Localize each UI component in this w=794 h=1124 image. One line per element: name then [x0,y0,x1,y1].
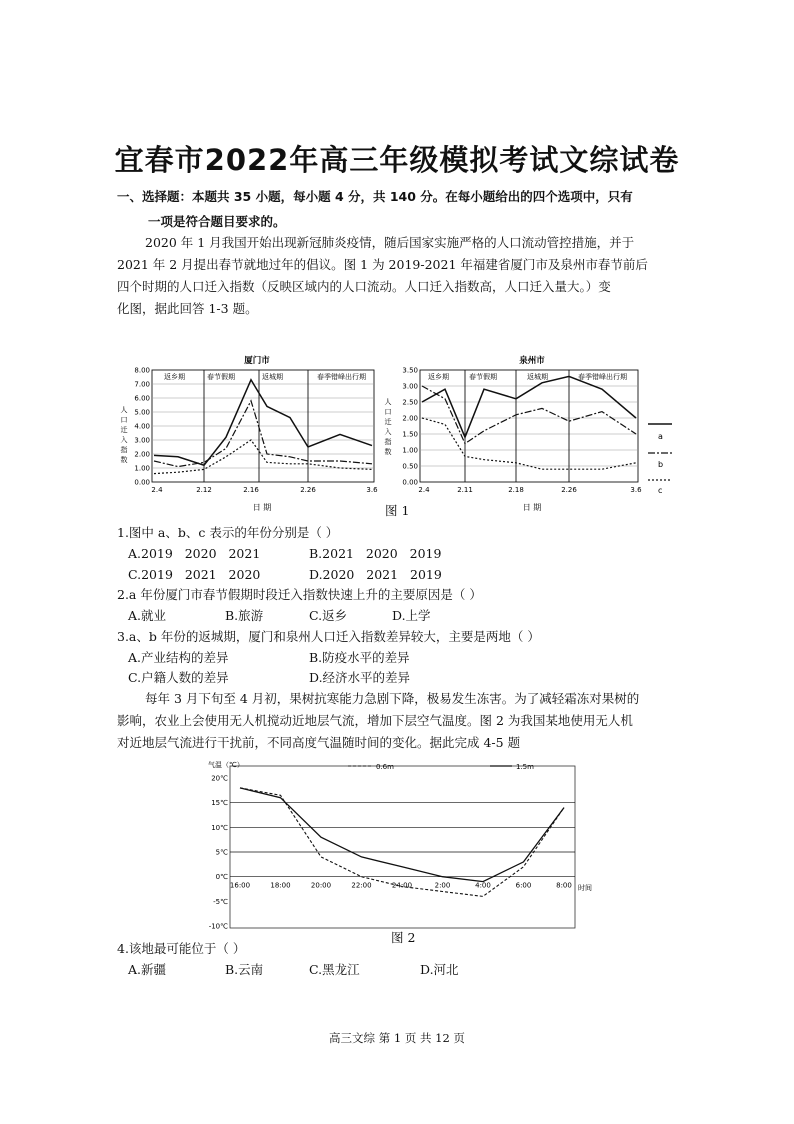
y-tick-label: 1.00 [402,446,418,455]
y-tick-label: 0℃ [215,873,228,882]
x-tick-label: 3.6 [366,486,378,494]
series-c-line [154,440,372,474]
figure2-caption: 图 2 [391,930,416,945]
y-tick-label: 0.00 [134,478,150,487]
q2-option-a[interactable]: A.就业 [128,608,167,623]
x-tick-label: 2.18 [508,486,524,494]
q2-option-d[interactable]: D.上学 [392,608,431,623]
y-tick-label: 6.00 [134,394,150,403]
y-tick-label: 2.50 [402,398,418,407]
x-tick-label: 16:00 [229,881,251,890]
x-tick-label: 22:00 [351,881,372,890]
page-title: 宜春市2022年高三年级模拟考试文综试卷 [114,143,680,177]
y-tick-label: 0.00 [402,478,418,487]
q1-stem: 1.图中 a、b、c 表示的年份分别是（ ） [117,525,339,540]
x-tick-label: 6:00 [515,881,532,890]
q2-option-b[interactable]: B.旅游 [225,608,264,623]
y-tick-label: 0.50 [402,462,418,471]
qz-ylabel-char: 人 [384,398,392,406]
q1-option-a[interactable]: A.2019 2020 2021 [128,546,261,561]
section-header-line2: 一项是符合题目要求的。 [148,214,286,229]
y-tick-label: 10℃ [211,823,228,832]
chart-xiamen-title: 厦门市 [244,356,270,366]
chart-quanzhou-title: 泉州市 [519,356,545,366]
q2-option-c[interactable]: C.返乡 [309,608,348,623]
series-b-line [422,386,636,444]
y-tick-label: 1.50 [402,430,418,439]
passage2-line1: 每年 3 月下旬至 4 月初，果树抗寒能力急剧下降，极易发生冻害。为了减轻霜冻对果树的 [145,691,640,706]
q3-option-b[interactable]: B.防疫水平的差异 [309,650,410,665]
series-c-line [422,418,636,469]
y-tick-label: 15℃ [211,799,228,808]
xm-ylabel-char: 迁 [120,426,128,434]
passage1-line1: 2020 年 1 月我国开始出现新冠肺炎疫情，随后国家实施严格的人口流动管控措施，并于 [145,235,635,250]
period-label: 返乡期 [164,373,185,381]
x-tick-label: 24:00 [391,881,413,890]
period-label: 返乡期 [428,373,449,381]
x-tick-label: 2.16 [243,486,259,494]
qz-ylabel-char: 指 [384,438,392,446]
q4-option-d[interactable]: D.河北 [420,962,459,977]
y-tick-label: 20℃ [211,774,228,783]
y-tick-label: 4.00 [134,422,150,431]
passage1-line4: 化图，据此回答 1-3 题。 [117,301,258,316]
legend-c-label: c [658,486,663,495]
q3-option-a[interactable]: A.产业结构的差异 [128,650,229,665]
q4-option-a[interactable]: A.新疆 [128,962,167,977]
figure1 [112,352,682,522]
section-header-line1: 一、选择题：本题共 35 小题，每小题 4 分，共 140 分。在每小题给出的四个选项中，只有 [117,189,633,204]
q1-option-c[interactable]: C.2019 2021 2020 [128,567,261,582]
q4-stem: 4.该地最可能位于（ ） [117,941,246,956]
period-label: 春季错峰出行期 [317,373,366,381]
y-tick-label: 1.00 [134,464,150,473]
x-tick-label: 3.6 [630,486,642,494]
passage2-line3: 对近地层气流进行干扰前，不同高度气温随时间的变化。据此完成 4-5 题 [117,735,521,750]
qz-ylabel-char: 口 [384,408,392,416]
y-tick-label: -5℃ [213,897,228,906]
q3-option-d[interactable]: D.经济水平的差异 [309,670,411,685]
q2-stem: 2.a 年份厦门市春节假期时段迁入指数快速上升的主要原因是（ ） [117,587,482,602]
q4-option-b[interactable]: B.云南 [225,962,264,977]
q3-stem: 3.a、b 年份的返城期，厦门和泉州人口迁入指数差异较大，主要是两地（ ） [117,629,540,644]
x-tick-label: 2.4 [151,486,163,494]
legend-15m-label: 1.5m [516,763,534,771]
period-label: 春节假期 [207,373,235,381]
figure1-caption: 图 1 [385,503,410,518]
passage2-line2: 影响，农业上会使用无人机搅动近地层气流，增加下层空气温度。图 2 为我国某地使用无人机 [117,713,633,728]
chart-quanzhou [385,355,643,512]
q3-option-c[interactable]: C.户籍人数的差异 [128,670,229,685]
x-tick-label: 4:00 [475,881,491,890]
x-tick-label: 20:00 [310,881,332,890]
y-tick-label: 7.00 [134,380,150,389]
figure2-ylabel: 气温（℃） [208,761,244,769]
passage1-line2: 2021 年 2 月提出春节就地过年的倡议。图 1 为 2019-2021 年福建省厦门市及泉州市春节前后 [117,257,648,272]
period-label: 春季错峰出行期 [578,373,627,381]
xm-ylabel-char: 数 [120,456,128,464]
qz-ylabel-char: 迁 [384,418,392,426]
legend-b-label: b [658,460,664,469]
passage1-line3: 四个时期的人口迁入指数（反映区域内的人口流动。人口迁入指数高，人口迁入量大。）变 [117,279,611,294]
y-tick-label: 5.00 [134,408,150,417]
chart-xiamen-ylabel [121,405,128,464]
series-0-6m-line [240,788,564,897]
series-a-line [422,376,636,437]
x-tick-label: 8:00 [556,881,572,890]
period-label: 返城期 [527,373,548,381]
y-tick-label: 2.00 [134,450,150,459]
q4-option-c[interactable]: C.黑龙江 [309,962,360,977]
y-tick-label: 5℃ [215,848,228,857]
y-tick-label: 3.50 [402,366,418,375]
qz-ylabel-char: 入 [384,428,392,436]
legend-06m-label: 0.6m [376,763,394,771]
series-a-line [154,380,372,465]
xm-ylabel-char: 口 [120,416,128,424]
y-tick-label: 2.00 [402,414,418,423]
qz-ylabel-char: 数 [384,448,392,456]
chart-xiamen-xlabel: 日 期 [252,503,272,512]
chart-quanzhou-xlabel: 日 期 [522,503,542,512]
period-label: 返城期 [262,373,283,381]
series-1-5m-line [240,788,564,882]
xm-ylabel-char: 人 [120,406,128,414]
figure2 [200,756,590,934]
figure2-frame [230,766,575,928]
x-tick-label: 2.11 [457,486,473,494]
y-tick-label: 3.00 [402,382,418,391]
figure2-xlabel: 时间 [578,884,592,892]
y-tick-label: 3.00 [134,436,150,445]
chart-quanzhou-ylabel [385,397,392,456]
x-tick-label: 2.12 [196,486,212,494]
xm-ylabel-char: 指 [120,446,128,454]
legend-a-label: a [658,432,663,441]
q1-option-b[interactable]: B.2021 2020 2019 [309,546,442,561]
q1-option-d[interactable]: D.2020 2021 2019 [309,567,442,582]
y-tick-label: -10℃ [208,922,228,931]
figure1-legend [648,424,672,495]
period-label: 春节假期 [469,373,497,381]
x-tick-label: 2.4 [418,486,430,494]
chart-xiamen [121,355,379,512]
chart-quanzhou-frame [420,370,638,482]
x-tick-label: 2.26 [300,486,316,494]
page-footer: 高三文综 第 1 页 共 12 页 [329,1031,465,1045]
x-tick-label: 2.26 [561,486,577,494]
x-tick-label: 18:00 [270,881,291,890]
series-b-line [154,401,372,467]
y-tick-label: 8.00 [134,366,150,375]
xm-ylabel-char: 入 [120,436,128,444]
x-tick-label: 2:00 [434,881,451,890]
